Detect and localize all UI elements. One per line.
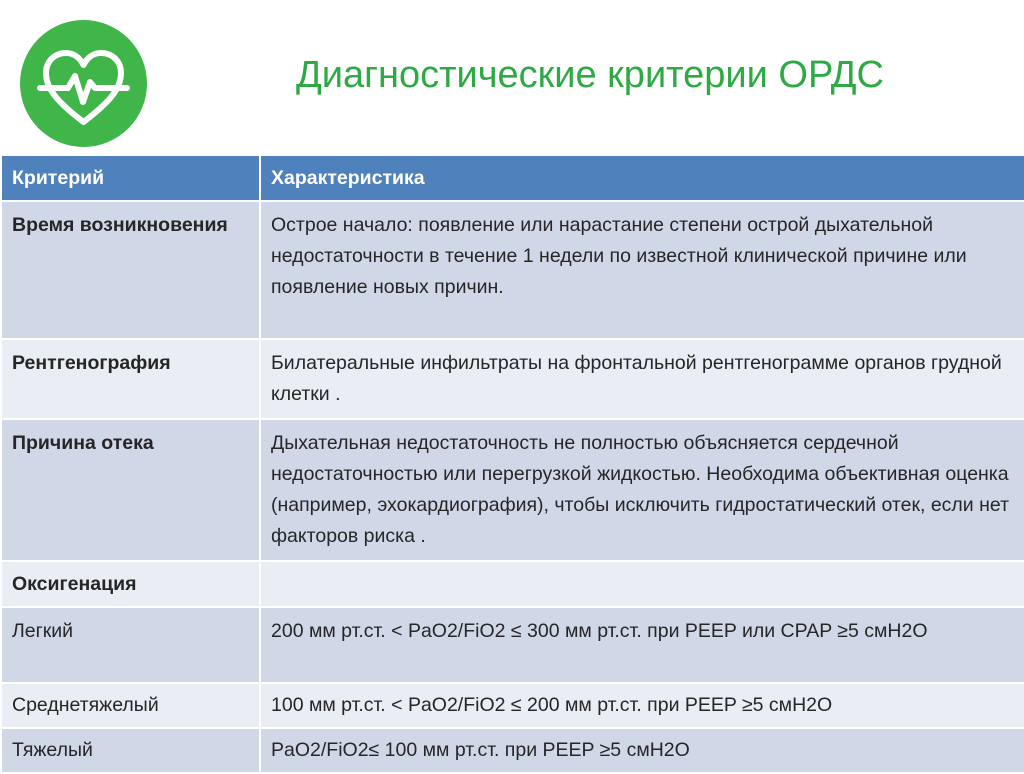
header-characteristic: Характеристика: [260, 156, 1024, 201]
description-cell: Дыхательная недостаточность не полностью объясняется сердечной недостаточностью или перегрузкой жидкостью. Необходима объективная оценка (например, эхокардиография), чтобы исключить гидростатический отек, если нет факторов риска .: [260, 419, 1024, 561]
table-row: [1, 561, 1024, 607]
description-cell: 100 мм рт.ст. < PaO2/FiO2 ≤ 200 мм рт.ст. при PEEP ≥5 смН2О: [260, 683, 1024, 728]
slide-title: Диагностические критерии ОРДС: [296, 54, 884, 96]
description-cell: [260, 561, 1024, 607]
logo-circle: [20, 20, 147, 147]
heart-pulse-icon: [20, 20, 147, 147]
table-row: [1, 201, 1024, 339]
description-cell: Острое начало: появление или нарастание степени острой дыхательной недостаточности в течение 1 недели по известной клинической причине или появление новых причин.: [260, 201, 1024, 339]
table-row: [1, 419, 1024, 561]
header-criterion: Критерий: [1, 156, 260, 201]
table-row: [1, 339, 1024, 419]
criterion-cell: Время возникновения: [1, 201, 260, 339]
table-row: [1, 728, 1024, 773]
criterion-cell: Тяжелый: [1, 728, 260, 773]
criterion-cell: Легкий: [1, 607, 260, 683]
table-row: [1, 683, 1024, 728]
criterion-cell: Среднетяжелый: [1, 683, 260, 728]
criteria-table: [0, 156, 1024, 774]
description-cell: PaO2/FiO2≤ 100 мм рт.ст. при PEEP ≥5 смН2О: [260, 728, 1024, 773]
criterion-cell: Оксигенация: [1, 561, 260, 607]
description-cell: Билатеральные инфильтраты на фронтальной рентгенограмме органов грудной клетки .: [260, 339, 1024, 419]
table-header-row: [1, 156, 1024, 201]
criterion-cell: Причина отека: [1, 419, 260, 561]
criterion-cell: Рентгенография: [1, 339, 260, 419]
description-cell: 200 мм рт.ст. < PaO2/FiO2 ≤ 300 мм рт.ст. при PEEP или CPAP ≥5 смН2О: [260, 607, 1024, 683]
table-row: [1, 607, 1024, 683]
